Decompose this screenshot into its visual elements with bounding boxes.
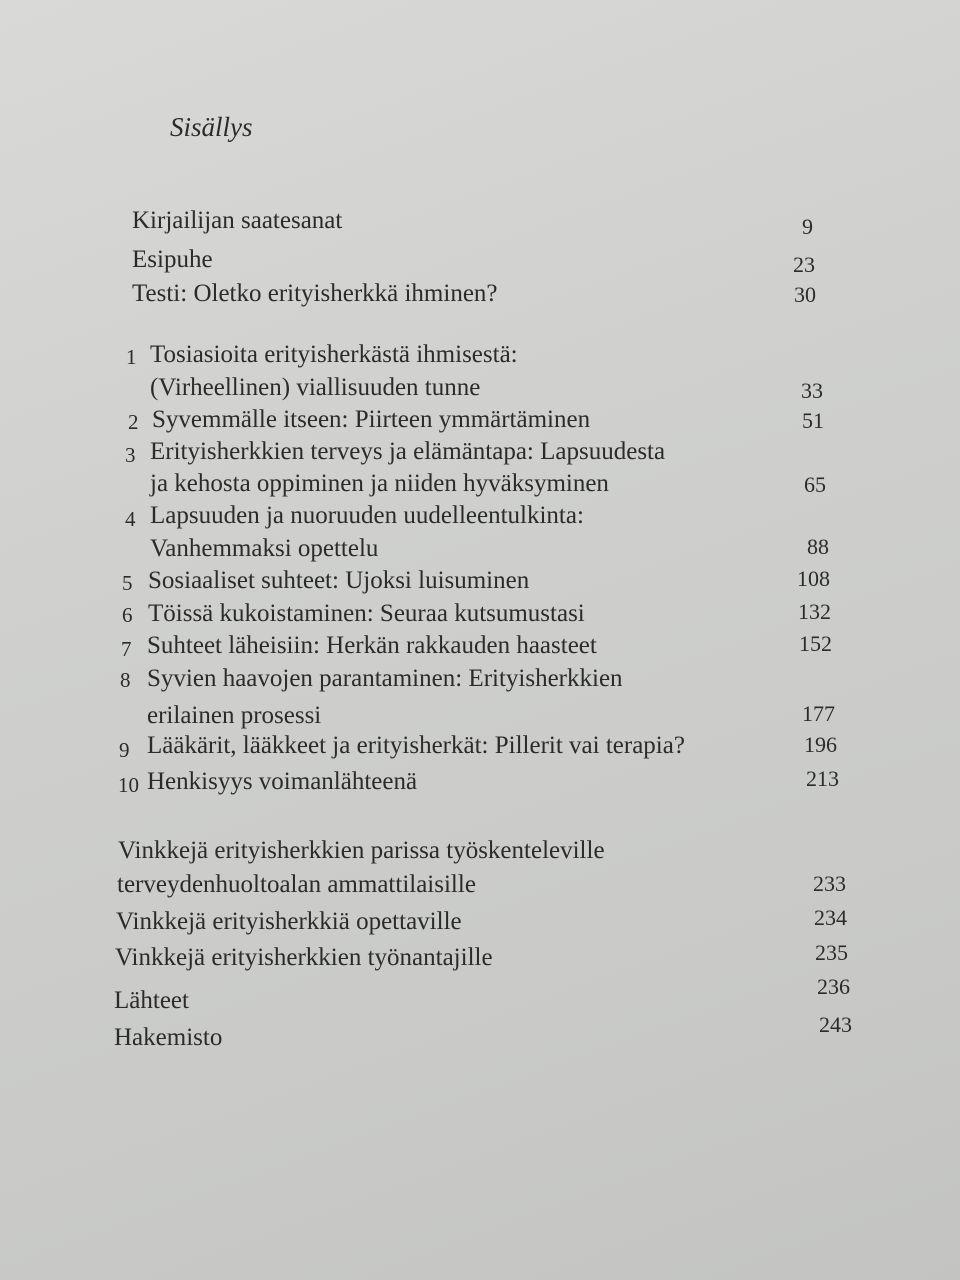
toc-entry-page: 9 (802, 214, 813, 239)
chapter-number: 5 (122, 571, 133, 595)
toc-entry-page: 23 (793, 252, 815, 277)
appendix-title: Vinkkejä erityisherkkien parissa työskenteleville (118, 837, 605, 864)
toc-entry-label: Testi: Oletko erityisherkkä ihminen? (132, 280, 498, 307)
chapter-title: (Virheellinen) viallisuuden tunne (150, 374, 481, 401)
toc-entry-label: Esipuhe (132, 246, 213, 273)
appendix-title: terveydenhuoltoalan ammattilaisille (117, 871, 476, 898)
chapter-title: Henkisyys voimanlähteenä (147, 768, 418, 795)
chapter-page: 33 (801, 378, 823, 403)
appendix-title: Vinkkejä erityisherkkien työnantajille (115, 944, 493, 971)
appendix-title: Lähteet (114, 987, 189, 1014)
chapter-number: 9 (119, 738, 130, 762)
appendix-title: Vinkkejä erityisherkkiä opettaville (116, 908, 462, 935)
appendix-page: 233 (813, 871, 846, 896)
appendix-page: 243 (819, 1012, 852, 1037)
toc-entry-page: 30 (794, 282, 816, 307)
chapter-page: 152 (799, 631, 832, 656)
chapter-title: Tosiasioita erityisherkästä ihmisestä: (150, 341, 518, 368)
chapter-number: 6 (122, 603, 133, 627)
chapter-title: Syvemmälle itseen: Piirteen ymmärtäminen (152, 406, 591, 433)
appendix-title: Hakemisto (114, 1024, 223, 1051)
chapter-page: 213 (806, 766, 839, 791)
chapter-page: 88 (807, 534, 829, 559)
toc-entry-label: Kirjailijan saatesanat (132, 207, 343, 234)
chapter-number: 10 (118, 773, 139, 797)
chapter-page: 196 (804, 732, 837, 757)
chapter-title: Töissä kukoistaminen: Seuraa kutsumustasi (148, 600, 585, 627)
chapter-number: 1 (126, 345, 137, 369)
appendix-page: 235 (815, 940, 848, 965)
chapter-page: 65 (804, 472, 826, 497)
chapter-title: Sosiaaliset suhteet: Ujoksi luisuminen (148, 567, 530, 594)
chapter-title: Suhteet läheisiin: Herkän rakkauden haasteet (147, 632, 597, 659)
page-title: Sisällys (170, 112, 253, 142)
chapter-page: 177 (802, 701, 835, 726)
chapter-number: 7 (121, 637, 132, 661)
appendix-page: 236 (817, 974, 850, 999)
chapter-page: 51 (802, 408, 824, 433)
chapter-title: erilainen prosessi (147, 702, 322, 729)
chapter-title: Lapsuuden ja nuoruuden uudelleentulkinta: (150, 502, 584, 529)
chapter-title: ja kehosta oppiminen ja niiden hyväksyminen (150, 470, 609, 497)
chapter-title: Vanhemmaksi opettelu (150, 535, 379, 562)
chapter-number: 8 (120, 668, 131, 692)
chapter-number: 4 (125, 507, 136, 531)
chapter-number: 2 (128, 410, 139, 434)
chapter-title: Syvien haavojen parantaminen: Erityisherkkien (147, 665, 623, 692)
chapter-number: 3 (125, 443, 136, 467)
chapter-title: Erityisherkkien terveys ja elämäntapa: Lapsuudesta (150, 438, 666, 465)
appendix-page: 234 (814, 905, 847, 930)
chapter-page: 108 (797, 566, 830, 591)
chapter-page: 132 (798, 599, 831, 624)
chapter-title: Lääkärit, lääkkeet ja erityisherkät: Pillerit vai terapia? (147, 732, 685, 759)
